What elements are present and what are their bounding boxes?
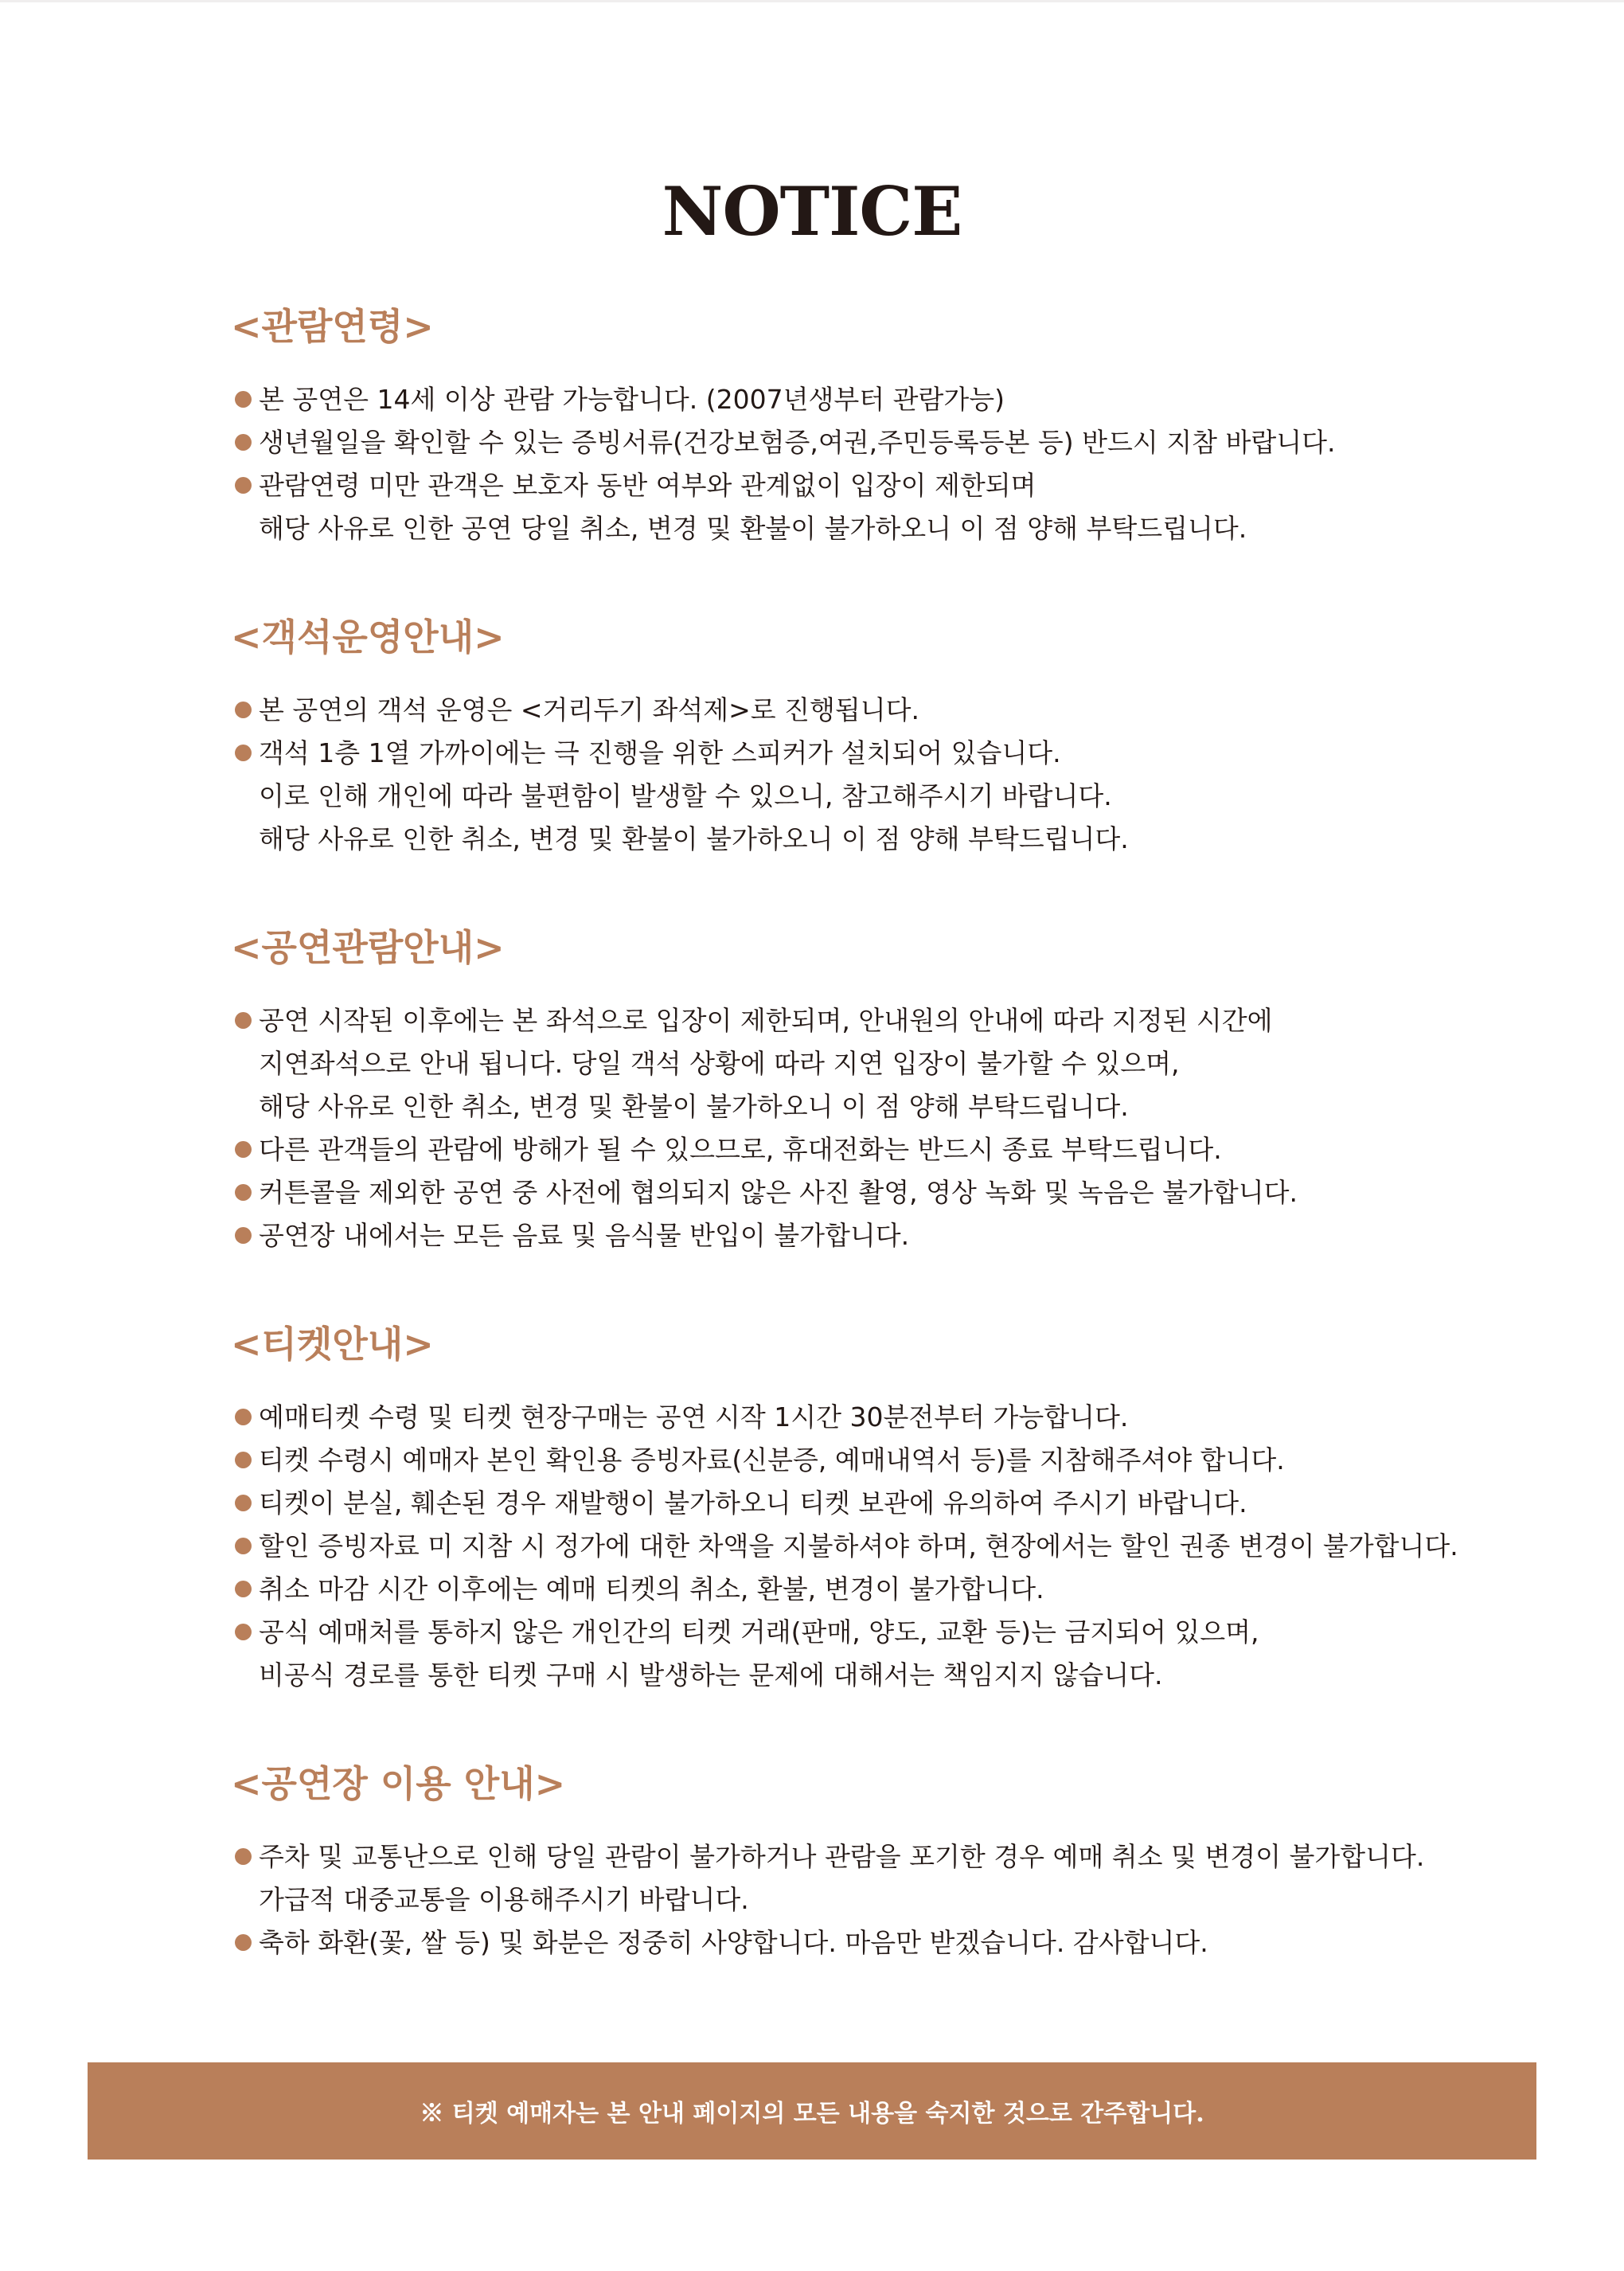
- notice-item-text: 공식 예매처를 통하지 않은 개인간의 티켓 거래(판매, 양도, 교환 등)는 금지되어 있으며,: [259, 1616, 1259, 1648]
- bullet-dot-icon: [235, 1452, 252, 1468]
- notice-item: [231, 1482, 1505, 1525]
- notice-item: [231, 1214, 1505, 1257]
- notice-item-text: 해당 사유로 인한 취소, 변경 및 환불이 불가하오니 이 점 양해 부탁드립니다.: [259, 1091, 1129, 1122]
- section-heading: <객석운영안내>: [231, 616, 505, 659]
- bullet-dot-icon: [235, 745, 252, 761]
- bullet-dot-icon: [235, 391, 252, 408]
- top-rule: [0, 0, 1624, 2]
- notice-item: [231, 1439, 1505, 1482]
- notice-item-text: 해당 사유로 인한 공연 당일 취소, 변경 및 환불이 불가하오니 이 점 양해 부탁드립니다.: [259, 513, 1247, 544]
- notice-item-text: 공연장 내에서는 모든 음료 및 음식물 반입이 불가합니다.: [259, 1220, 910, 1251]
- section-heading: <관람연령>: [231, 305, 434, 348]
- section-heading: <티켓안내>: [231, 1323, 434, 1366]
- notice-item: [231, 378, 1505, 421]
- notice-item-text: 커튼콜을 제외한 공연 중 사전에 협의되지 않은 사진 촬영, 영상 녹화 및 녹음은 불가합니다.: [259, 1177, 1298, 1208]
- notice-item-text: 비공식 경로를 통한 티켓 구매 시 발생하는 문제에 대해서는 책임지지 않습니다.: [259, 1659, 1163, 1691]
- section-heading: <공연장 이용 안내>: [231, 1762, 566, 1805]
- notice-item-text: 취소 마감 시간 이후에는 예매 티켓의 취소, 환불, 변경이 불가합니다.: [259, 1573, 1044, 1605]
- notice-item-text: 해당 사유로 인한 취소, 변경 및 환불이 불가하오니 이 점 양해 부탁드립니다.: [259, 823, 1129, 854]
- notice-item: [231, 1171, 1505, 1214]
- page-title: NOTICE: [662, 172, 962, 252]
- bullet-dot-icon: [235, 702, 252, 718]
- notice-item: [231, 1921, 1505, 1964]
- notice-item-text: 생년월일을 확인할 수 있는 증빙서류(건강보험증,여권,주민등록등본 등) 반드시 지참 바랍니다.: [259, 427, 1336, 458]
- notice-section: [231, 299, 1505, 550]
- bullet-dot-icon: [235, 477, 252, 494]
- notice-item: [231, 464, 1505, 550]
- bullet-dot-icon: [235, 1141, 252, 1158]
- notice-section: [231, 1316, 1505, 1697]
- footer-banner: [88, 2062, 1536, 2160]
- notice-item: [231, 1396, 1505, 1439]
- bullet-dot-icon: [235, 434, 252, 451]
- notice-item-text: 본 공연은 14세 이상 관람 가능합니다. (2007년생부터 관람가능): [259, 384, 1005, 415]
- notice-item: [231, 1128, 1505, 1171]
- bullet-dot-icon: [235, 1012, 252, 1029]
- bullet-dot-icon: [235, 1409, 252, 1425]
- notice-item-text: 본 공연의 객석 운영은 <거리두기 좌석제>로 진행됩니다.: [259, 694, 920, 725]
- notice-item: [231, 1835, 1505, 1921]
- notice-section: [231, 609, 1505, 861]
- notice-item-text: 관람연령 미만 관객은 보호자 동반 여부와 관계없이 입장이 제한되며: [259, 470, 1036, 501]
- section-heading: <공연관람안내>: [231, 926, 505, 969]
- bullet-dot-icon: [235, 1848, 252, 1865]
- notice-item-text: 가급적 대중교통을 이용해주시기 바랍니다.: [259, 1884, 749, 1915]
- notice-item-text: 다른 관객들의 관람에 방해가 될 수 있으므로, 휴대전화는 반드시 종료 부탁드립니다.: [259, 1134, 1222, 1165]
- notice-section: [231, 920, 1505, 1257]
- notice-item-text: 예매티켓 수령 및 티켓 현장구매는 공연 시작 1시간 30분전부터 가능합니다.: [259, 1401, 1129, 1433]
- bullet-dot-icon: [235, 1227, 252, 1244]
- notice-item-text: 객석 1층 1열 가까이에는 극 진행을 위한 스피커가 설치되어 있습니다.: [259, 737, 1061, 768]
- footer-text: ※ 티켓 예매자는 본 안내 페이지의 모든 내용을 숙지한 것으로 간주합니다.: [420, 2100, 1204, 2128]
- notice-item: [231, 1611, 1505, 1697]
- notice-item: [231, 689, 1505, 732]
- notice-item-text: 지연좌석으로 안내 됩니다. 당일 객석 상황에 따라 지연 입장이 불가할 수 있으며,: [259, 1048, 1180, 1079]
- notice-item: [231, 1568, 1505, 1611]
- bullet-dot-icon: [235, 1581, 252, 1597]
- notice-item-text: 할인 증빙자료 미 지참 시 정가에 대한 차액을 지불하셔야 하며, 현장에서는 할인 권종 변경이 불가합니다.: [259, 1530, 1458, 1562]
- notice-item-text: 축하 화환(꽃, 쌀 등) 및 화분은 정중히 사양합니다. 마음만 받겠습니다. 감사합니다.: [259, 1927, 1208, 1958]
- bullet-dot-icon: [235, 1934, 252, 1951]
- notice-item-text: 이로 인해 개인에 따라 불편함이 발생할 수 있으니, 참고해주시기 바랍니다.: [259, 780, 1112, 811]
- bullet-dot-icon: [235, 1624, 252, 1640]
- notice-item: [231, 732, 1505, 861]
- notice-item-text: 공연 시작된 이후에는 본 좌석으로 입장이 제한되며, 안내원의 안내에 따라 지정된 시간에: [259, 1005, 1273, 1036]
- notice-item: [231, 421, 1505, 464]
- notice-item: [231, 999, 1505, 1128]
- notice-section: [231, 1756, 1505, 1964]
- bullet-dot-icon: [235, 1538, 252, 1554]
- notice-item-text: 주차 및 교통난으로 인해 당일 관람이 불가하거나 관람을 포기한 경우 예매 취소 및 변경이 불가합니다.: [259, 1841, 1425, 1872]
- notice-content: [231, 299, 1505, 2023]
- notice-item: [231, 1525, 1505, 1568]
- bullet-dot-icon: [235, 1495, 252, 1511]
- notice-item-text: 티켓 수령시 예매자 본인 확인용 증빙자료(신분증, 예매내역서 등)를 지참해주셔야 합니다.: [259, 1444, 1285, 1476]
- notice-item-text: 티켓이 분실, 훼손된 경우 재발행이 불가하오니 티켓 보관에 유의하여 주시기 바랍니다.: [259, 1487, 1247, 1519]
- bullet-dot-icon: [235, 1184, 252, 1201]
